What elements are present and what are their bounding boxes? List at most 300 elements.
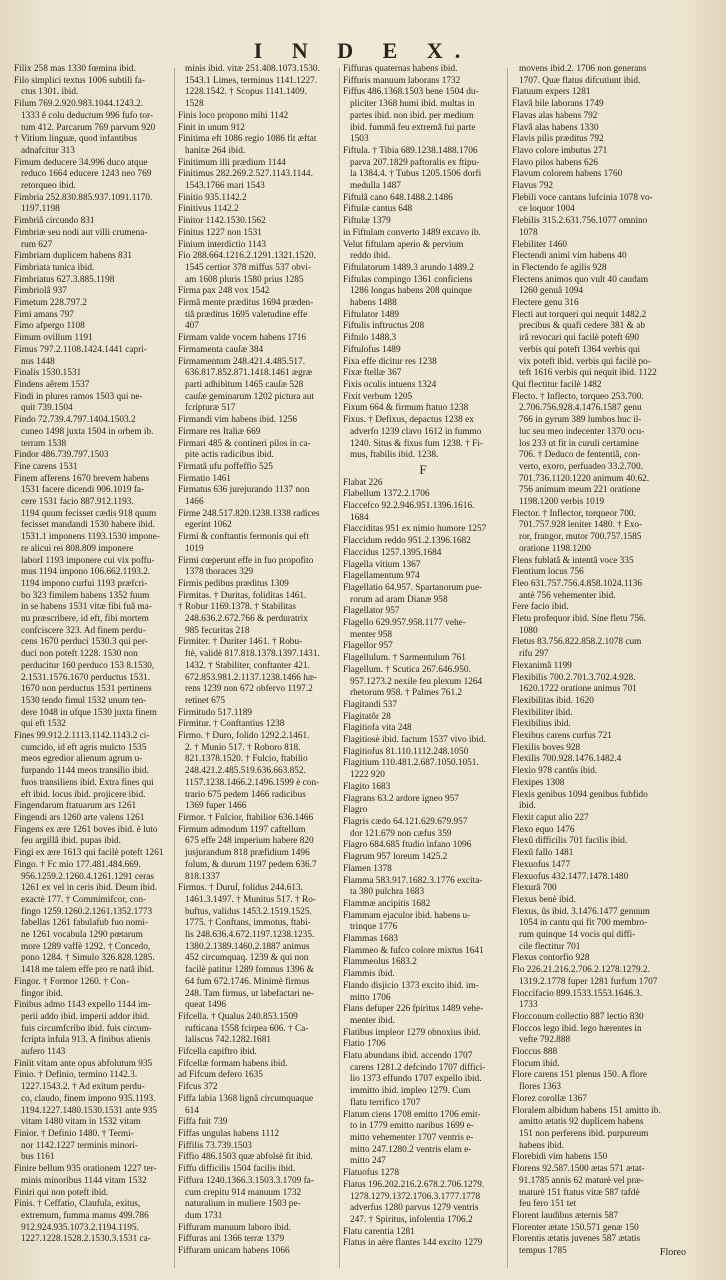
index-line: Flagitandi 537 bbox=[343, 699, 397, 710]
index-line: 151 non perferens ibid. purpureum bbox=[519, 1128, 649, 1139]
index-line: Fine carens 1531 bbox=[14, 461, 78, 472]
index-line: 675 effe 248 imperium habere 820 bbox=[185, 836, 314, 847]
index-line: Firma pax 248 vox 1542 bbox=[178, 286, 270, 297]
index-line: 1157.1238.1466.2.1496.1599 è con- bbox=[185, 777, 320, 788]
index-line: Finitimus 282.269.2.527.1143.1144. bbox=[178, 169, 313, 180]
index-column-1 bbox=[14, 64, 170, 1279]
index-line: Flatus in aëre flantes 144 excito 1279 bbox=[343, 1238, 483, 1249]
index-line: Fifcus 372 bbox=[178, 1082, 218, 1093]
index-line: immitto ibid. impleo 1279. Cum bbox=[350, 1086, 471, 1097]
index-line: Finitimum illi prædium 1144 bbox=[178, 157, 286, 168]
index-line: 1531 facere dicendi 906.1019 fa- bbox=[21, 485, 145, 496]
index-line: tempus 1785 bbox=[519, 1246, 567, 1257]
index-line: Flacciditas 951 ex nimio humore 1257 bbox=[343, 524, 487, 535]
index-column-3 bbox=[343, 64, 503, 1279]
index-line: la 1384.4. † Tubus 1205.1506 dorfi bbox=[350, 169, 482, 180]
index-line: Fimbria 252.830.885.937.1091.1170. bbox=[14, 192, 153, 203]
index-line: Finitivus 1142.2 bbox=[178, 204, 239, 215]
index-line: Flexurâ 700 bbox=[512, 883, 557, 894]
index-line: aufero 1143 bbox=[21, 1047, 66, 1058]
index-line: 1194.1227.1480.1530.1531 ante 935 bbox=[21, 1105, 157, 1116]
index-line: 1461.3.1497. † Munitus 517. † Ro- bbox=[185, 894, 316, 905]
index-line: Finalis 1530.1531 bbox=[14, 368, 82, 379]
index-line: Flecti aut torqueri qui nequit 1482.2 bbox=[512, 309, 647, 320]
index-line: Firmi & conftantis fermonis qui eft bbox=[178, 532, 309, 543]
index-line: Flexibilius ibid. bbox=[512, 719, 571, 730]
index-line: Flexus contorfio 928 bbox=[512, 953, 590, 964]
index-line: cumcido, id eft agris mulcto 1535 bbox=[21, 742, 147, 753]
index-line: Firmiter. † Duriter 1461. † Robu- bbox=[178, 637, 303, 648]
index-line: Florebidi vim habens 150 bbox=[512, 1152, 608, 1163]
index-line: Flexus, ûs ibid. 3.1476.1477 genuum bbox=[512, 906, 650, 917]
index-column-4 bbox=[512, 64, 682, 1279]
index-line: Flexilis 700.928.1476.1482.4 bbox=[512, 754, 622, 765]
index-line: 701.736.1120.1220 animum 40.62. bbox=[519, 473, 650, 484]
index-line: mitto 1706 bbox=[350, 992, 391, 1003]
index-line: Fimbriæ seu nodi aut villi crumena- bbox=[14, 227, 148, 238]
index-line: Fingens ex ære 1261 boves ibid. è luto bbox=[14, 824, 158, 835]
index-line: 1197.1198 bbox=[21, 204, 60, 215]
index-line: habens 1488 bbox=[350, 298, 397, 309]
index-line: Flexibiliter ibid. bbox=[512, 707, 573, 718]
index-line: Flo 226.21.216.2.706.2.1278.1279.2. bbox=[512, 965, 650, 976]
index-line: Flexû difficilis 701 facilis ibid. bbox=[512, 836, 628, 847]
index-line: Flore carens 151 plenus 150. A flore bbox=[512, 1070, 648, 1081]
index-line: hanitæ 264 ibid. bbox=[185, 145, 246, 156]
index-line: 1733 bbox=[519, 1000, 538, 1011]
index-line: 2.706.756.928.4.1476.1587 genu bbox=[519, 403, 642, 414]
index-line: Fere facio ibid. bbox=[512, 602, 569, 613]
index-line: 1707. Quæ flatus difcutiunt ibid. bbox=[519, 75, 641, 86]
index-line: cile flectitur 701 bbox=[519, 941, 581, 952]
index-line: Fifcella. † Qualus 240.853.1509 bbox=[178, 1011, 298, 1022]
index-line: 1228.1542. † Scopus 1141.1409. bbox=[185, 87, 307, 98]
index-line: quit 739.1504 bbox=[21, 403, 73, 414]
index-line: retinet 675 bbox=[185, 695, 226, 706]
index-line: 706. † Deduco de fententiâ, con- bbox=[519, 450, 641, 461]
index-line: Flatu abundans ibid. accendo 1707 bbox=[343, 1051, 473, 1062]
index-line: Fimbriolâ 937 bbox=[14, 286, 67, 297]
index-line: Flebili voce cantans lufcinia 1078 vo- bbox=[512, 192, 653, 203]
index-line: 1080 bbox=[519, 625, 538, 636]
index-line: 1543.1766 mari 1543 bbox=[185, 181, 265, 192]
index-line: Fiffuram manuum laboro ibid. bbox=[178, 1222, 291, 1233]
index-line: Flexilis boves 928 bbox=[512, 742, 581, 753]
index-line: Flectens animos quo vult 40 caudam bbox=[512, 274, 649, 285]
index-line: 985 fecuritas 218 bbox=[185, 625, 250, 636]
index-line: Flammis ibid. bbox=[343, 969, 395, 980]
index-line: in Flectendo fe agilis 928 bbox=[512, 262, 607, 273]
index-line: exactè 177. † Commimifcor, con- bbox=[21, 894, 147, 905]
index-line: Finit in unum 912 bbox=[178, 122, 245, 133]
index-line: Flagellamentum 974 bbox=[343, 571, 420, 582]
index-line: flores 1363 bbox=[519, 1082, 562, 1093]
index-line: pite actis radicibus ibid. bbox=[185, 450, 274, 461]
index-line: Fimbriam duplicem habens 831 bbox=[14, 251, 132, 262]
index-line: Fixit verbum 1205 bbox=[343, 391, 413, 402]
index-line: Flentium locus 756 bbox=[512, 567, 584, 578]
index-line: Flatu carentia 1281 bbox=[343, 1226, 415, 1237]
index-line: Fines 99.912.2.1113.1142.1143.2 ci- bbox=[14, 731, 150, 742]
index-line: Findens aêrem 1537 bbox=[14, 379, 90, 390]
index-line: Fifcella capiftro ibid. bbox=[178, 1047, 257, 1058]
index-line: adnafcitur 313 bbox=[21, 145, 75, 156]
index-line: Flammam ejaculor ibid. habens u- bbox=[343, 910, 471, 921]
index-line: Finitor 1142.1530.1562 bbox=[178, 216, 266, 227]
index-line: dor 121.679 non cæfus 359 bbox=[350, 828, 452, 839]
index-line: cere 1531 facio 887.912.1193. bbox=[21, 497, 134, 508]
index-line: ftè, validè 817.818.1378.1397.1431. bbox=[185, 649, 320, 660]
index-line: flatu terrifico 1707 bbox=[350, 1097, 421, 1108]
index-line: 1466 bbox=[185, 497, 204, 508]
index-line: 636.817.852.871.1418.1461 ægræ bbox=[185, 368, 313, 379]
index-line: 1543.1 Limes, terminus 1141.1227. bbox=[185, 75, 318, 86]
index-line: Flavâ alas habens 1330 bbox=[512, 122, 599, 133]
index-line: medulla 1487 bbox=[350, 181, 401, 192]
index-line: retorqueo ibid. bbox=[21, 181, 76, 192]
index-line: Flatum ciens 1708 emitto 1706 emit- bbox=[343, 1109, 481, 1120]
index-line: perii addo ibid. imperii addor ibid. bbox=[21, 1011, 150, 1022]
index-line: eft ibid. locus ibid. projicere ibid. bbox=[21, 789, 146, 800]
index-line: Fingo. † Fc mio 177.481.484.669. bbox=[14, 859, 141, 870]
index-line: Fiffa labia 1368 lignâ circumquaque bbox=[178, 1093, 314, 1104]
index-line: in Fiftulam converto 1489 excavo ib. bbox=[343, 227, 481, 238]
index-line: co, claudo, finem impono 935.1193. bbox=[21, 1093, 156, 1104]
index-line: 1278.1279.1372.1706.3.1777.1778 bbox=[350, 1191, 481, 1202]
index-line: cens 1670 perduci 1530.3 qui per- bbox=[21, 637, 148, 648]
index-line: Flexû fallo 1481 bbox=[512, 848, 574, 859]
index-line: duci non poteft 1228. 1530 non bbox=[21, 649, 138, 660]
index-line: ror, frangor, mutor 700.757.1585 bbox=[519, 532, 642, 543]
index-line: Fimi amans 797 bbox=[14, 309, 74, 320]
index-line: 1378 thoraces 329 bbox=[185, 567, 254, 578]
index-line: re alicui rei 808.809 imponere bbox=[21, 543, 134, 554]
index-line: 1531.1 imponens 1193.1530 impone- bbox=[21, 532, 160, 543]
index-line: 1380.2.1389.1460.2.1887 animus bbox=[185, 941, 310, 952]
index-line: 756 animum meum 221 oratione bbox=[519, 485, 641, 496]
index-line: 1369 fuper 1466 bbox=[185, 801, 247, 812]
index-line: 1054 in cantu qui fit 700 membro- bbox=[519, 918, 648, 929]
index-line: Fimbriatus 627.3.885.1198 bbox=[14, 274, 115, 285]
index-line: † Vitium linguæ, quod infantibus bbox=[14, 134, 137, 145]
index-line: Fifcellæ formam habens ibid. bbox=[178, 1058, 288, 1069]
index-line: Flamma 583.917.1682.3.1776 excita- bbox=[343, 875, 483, 886]
index-line: Flexit caput alio 227 bbox=[512, 813, 589, 823]
index-line: Flagitatôr 28 bbox=[343, 711, 391, 722]
index-line: Findi in plures ramos 1503 qui ne- bbox=[14, 391, 143, 402]
index-line: Firmari 485 & contineri pilos in ca- bbox=[178, 438, 311, 449]
index-line: luc seu meo indecenter 1370 ocu- bbox=[519, 426, 645, 437]
index-line: adverfo 1239 clavo 1612 in fummo bbox=[350, 426, 482, 437]
index-line: Findor 486.739.797.1503 bbox=[14, 450, 109, 461]
index-line: nu præscribere, id eft, fibi mortem bbox=[21, 614, 149, 625]
index-line: ce loquor 1004 bbox=[519, 204, 575, 215]
index-line: 956.1259.2.1260.4.1261.1291 ceras bbox=[21, 871, 154, 882]
index-line: Fixæ ftellæ 367 bbox=[343, 368, 402, 379]
index-line: 452 circumquaq. 1239 & qui non bbox=[185, 953, 309, 964]
index-line: verto, exoro, perfuadeo 33.2.700. bbox=[519, 461, 643, 472]
index-line: Florens 92.587.1500 ætas 571 ætat- bbox=[512, 1164, 645, 1175]
index-line: Flaccefco 92.2.946.951.1396.1616. bbox=[343, 501, 475, 512]
index-line: 1432. † Stabiliter, conftanter 421. bbox=[185, 660, 310, 671]
index-line: Fletus 83.756.822.858.2.1078 cum bbox=[512, 637, 642, 648]
index-line: 1240. Situs & fixus fum 1238. † Fi- bbox=[350, 438, 484, 449]
index-line: Fimetum 228.797.2 bbox=[14, 298, 88, 309]
index-line: Flexuofus 432.1477.1478.1480 bbox=[512, 871, 629, 882]
index-line: rens 1239 non 672 obfervo 1197.2 bbox=[185, 684, 313, 695]
index-line: Fiffilis 73.739.1503 bbox=[178, 1140, 252, 1151]
index-line: Flecto. † Inflecto, torqueo 253.700. bbox=[512, 391, 644, 402]
index-line: fuos transiliens ibid. Extra fines qui bbox=[21, 777, 154, 788]
index-line: Firmis pedibus præditus 1309 bbox=[178, 578, 289, 589]
index-line: Flagellulum. † Sarmentulum 761 bbox=[343, 653, 466, 664]
index-line: Flebiliter 1460 bbox=[512, 239, 568, 250]
column-rule bbox=[174, 68, 175, 1268]
index-line: Firmo. † Duro, folido 1292.2.1461. bbox=[178, 731, 310, 742]
index-line: furpando 1144 meos transilio ibid. bbox=[21, 766, 149, 777]
index-line: egerint 1062 bbox=[185, 520, 232, 531]
index-line: terram 1538 bbox=[21, 438, 67, 449]
index-line: Flavâ bile laborans 1749 bbox=[512, 99, 604, 110]
index-line: Firmum admodum 1197 caftellum bbox=[178, 824, 306, 835]
index-line: 64 fum 672.1746. Minimè firmus bbox=[185, 976, 310, 987]
index-line: 766 in gyrum 389 lumbos huc il- bbox=[519, 415, 642, 426]
index-line: Flavus 792 bbox=[512, 181, 554, 192]
index-line: rhetorum 958. † Palmes 761.2 bbox=[350, 688, 463, 699]
index-line: vix poteft ibid. verbis qui facilè po- bbox=[519, 356, 651, 367]
index-line: Firmamentum 248.421.4.485.517. bbox=[178, 356, 306, 367]
index-line: 1286 longas habens 208 quinque bbox=[350, 286, 472, 297]
index-line: ibid. fummâ feu extremâ fui parte bbox=[350, 122, 476, 133]
index-line: minis ibid. vitæ 251.408.1073.1530. bbox=[185, 64, 320, 74]
index-line: Flexis genibus 1094 genibus fubfido bbox=[512, 789, 648, 800]
index-line: Finio. † Definio, termino 1142.3. bbox=[14, 1070, 138, 1081]
index-line: reddo ibid. bbox=[350, 251, 391, 262]
index-line: Flexio 978 cantûs ibid. bbox=[512, 766, 598, 777]
index-line: Flexuofus 1477 bbox=[512, 859, 571, 870]
index-line: movens ibid.2. 1706 non generans bbox=[519, 64, 647, 74]
index-line: Flagito 1683 bbox=[343, 781, 391, 792]
index-line: am 1608 pluris 1580 prius 1285 bbox=[185, 274, 304, 285]
index-line: lio 1373 effundo 1707 expello ibid. bbox=[350, 1074, 482, 1085]
index-line: lis 248.636.4.672.1197.1238.1235. bbox=[185, 930, 315, 941]
index-line: oratione 1198.1200 bbox=[519, 543, 591, 554]
index-line: Fimum deducere 34.996 duco atque bbox=[14, 157, 148, 168]
index-line: to in 1779 emitto naribus 1699 e- bbox=[350, 1121, 474, 1132]
index-line: Finis. † Ceffatio, Claufula, exitus, bbox=[14, 1199, 141, 1210]
index-line: rorum ad aram Dianæ 958 bbox=[350, 594, 448, 605]
index-line: 1222 920 bbox=[350, 770, 385, 781]
index-line: fabellas 1261 fabulafub fuo nomi- bbox=[21, 918, 149, 929]
index-line: Flexo equo 1476 bbox=[512, 824, 575, 835]
index-line: Flabellum 1372.2.1706 bbox=[343, 489, 430, 500]
index-line: Fimus 797.2.1108.1424.1441 capri- bbox=[14, 344, 147, 355]
index-line: fcripta infula 913. A finibus alienis bbox=[21, 1035, 151, 1046]
index-line: mitto vehementer 1707 ventris e- bbox=[350, 1132, 474, 1143]
index-line: bo 323 fimilem habens 1352 fuum bbox=[21, 590, 150, 601]
index-line: Finiri qui non poteft ibid. bbox=[14, 1187, 109, 1198]
index-line: Floccos lego ibid. lego hærentes in bbox=[512, 1023, 642, 1034]
index-line: Firmatus 636 jurejurando 1137 non bbox=[178, 485, 310, 496]
index-line: folum, & durum 1197 pedem 636.7 bbox=[185, 859, 317, 870]
index-line: antè 756 vehementer ibid. bbox=[519, 590, 616, 601]
index-line: Flammeolus 1683.2 bbox=[343, 957, 417, 968]
index-line: Flexibilitas ibid. 1620 bbox=[512, 695, 594, 706]
index-line: parti adhibitum 1465 cauſæ 528 bbox=[185, 379, 304, 390]
index-line: mus, ftabilis ibid. 1238. bbox=[350, 450, 439, 461]
index-line: 821.1378.1520. † Fulcio, ftabilio bbox=[185, 754, 308, 765]
index-line: Flagrans 63.2 ardore igneo 957 bbox=[343, 793, 459, 804]
index-line: Fingi ex ære 1613 qui facilè poteft 1261 bbox=[14, 848, 164, 859]
index-line: Fimbriâ circundo 831 bbox=[14, 216, 95, 227]
index-line: Fiftulæ 1379 bbox=[343, 216, 391, 227]
index-line: 614 bbox=[185, 1105, 199, 1116]
index-line: Flagellatio 64.957. Spartanorum pue- bbox=[343, 582, 483, 593]
index-line: ad Fifcum defero 1635 bbox=[178, 1070, 263, 1081]
index-line: Flexanimâ 1199 bbox=[512, 660, 572, 671]
index-line: jusjurandum 818 præfidium 1496 bbox=[185, 848, 310, 859]
index-line: Fixum 664 & firmum ftatuo 1238 bbox=[343, 403, 469, 414]
index-line: Finibus admo 1143 expello 1144 im- bbox=[14, 1000, 151, 1011]
index-line: 672.853.981.2.1137.1238.1466 hæ- bbox=[185, 672, 318, 683]
index-line: fcripturæ 517 bbox=[185, 403, 236, 414]
index-line: Findo 72.739.4.797.1404.1503.2 bbox=[14, 415, 136, 426]
index-line: ctus 1301. ibid. bbox=[21, 87, 79, 98]
index-line: Finior. † Definio 1480. † Termi- bbox=[14, 1128, 134, 1139]
index-line: Flexipes 1308 bbox=[512, 777, 565, 788]
index-line: Finitus 1227 non 1531 bbox=[178, 227, 262, 238]
index-line: amitto ætatis 92 duplicem habens bbox=[519, 1117, 644, 1128]
index-line: Finire bellum 935 orationem 1227 ter- bbox=[14, 1164, 157, 1175]
index-line: confciscere 323. Ad finem perdu- bbox=[21, 625, 146, 636]
index-line: dum 1731 bbox=[185, 1210, 223, 1221]
index-line: Fingendi ars 1260 arte valens 1261 bbox=[14, 813, 145, 823]
index-line: fingo 1259.1260.2.1261.1352.1773 bbox=[21, 906, 153, 917]
index-line: Flens fublatâ & intentâ voce 335 bbox=[512, 555, 634, 566]
index-line: Fimum ovillum 1191 bbox=[14, 333, 93, 344]
index-line: buftus, validus 1453.2.1519.1525. bbox=[185, 906, 312, 917]
index-line: Fixis oculis intuens 1324 bbox=[343, 379, 437, 390]
index-line: cauſæ geminarum 1202 pictura aut bbox=[185, 391, 315, 402]
index-line: Finitima eft 1086 regio 1086 fit æftat bbox=[178, 134, 317, 145]
index-line: Filo simplici textus 1006 subtili fa- bbox=[14, 75, 145, 86]
index-line: Flagitiofa vita 248 bbox=[343, 723, 412, 734]
index-line: Firmamenta cauſæ 384 bbox=[178, 344, 264, 355]
index-line: Flagella vitium 1367 bbox=[343, 559, 421, 570]
index-line: 1503 bbox=[350, 134, 369, 145]
index-line: Flector. † Inflector, torqueor 700. bbox=[512, 508, 636, 519]
index-line: fuis circumfcribo ibid. fuis circum- bbox=[21, 1023, 152, 1034]
section-letter: F bbox=[419, 463, 427, 476]
index-column-2 bbox=[178, 64, 334, 1279]
index-line: 912.924.935.1073.2.1194.1195. bbox=[21, 1222, 139, 1233]
index-line: Fiffuras ani 1366 terræ 1379 bbox=[178, 1234, 285, 1245]
index-line: Fiffuram unicam habens 1066 bbox=[178, 1246, 290, 1257]
index-line: Flatuum expers 1281 bbox=[512, 87, 591, 98]
index-line: 1194 impono curfui 1193 præfcri- bbox=[21, 578, 148, 589]
index-line: Flammæ ancipitis 1682 bbox=[343, 898, 431, 909]
index-line: Flaccidum reddo 951.2.1396.1682 bbox=[343, 536, 471, 547]
index-line: Florenter ætate 150.571 genæ 150 bbox=[512, 1222, 639, 1233]
index-line: mus 1194 impono 106.662.1193.2. bbox=[21, 567, 151, 578]
index-line: cuneo 1498 juxta 1504 in orbem ib. bbox=[21, 426, 154, 437]
index-line: Flatuofus 1278 bbox=[343, 1168, 400, 1179]
index-line: maturè 151 ftatus vitæ 587 tafdè bbox=[519, 1187, 640, 1198]
index-line: Firmare res Italiæ 669 bbox=[178, 426, 261, 437]
index-line: rum 627 bbox=[21, 239, 53, 250]
index-line: Flexibus carens curfus 721 bbox=[512, 731, 612, 742]
index-line: Finitio 935.1142.2 bbox=[178, 192, 247, 203]
index-line: dere 1048 in ufque 1530 juxta finem bbox=[21, 707, 157, 718]
index-line: nus 1448 bbox=[21, 356, 55, 367]
index-line: Fiffura 1240.1366.3.1503.3.1709 fa- bbox=[178, 1175, 314, 1186]
index-line: Firmatio 1461 bbox=[178, 473, 231, 484]
index-line: 248. Tam firmus, ut labefactari ne- bbox=[185, 988, 315, 999]
index-line: mitto 247.1280.2 ventris elam e- bbox=[350, 1144, 472, 1155]
index-line: rufticana 1558 fcirpea 606. † Ca- bbox=[185, 1023, 309, 1034]
index-line: naturalium in muliere 1503 pe- bbox=[185, 1199, 301, 1210]
index-line: 407 bbox=[185, 321, 199, 332]
index-line: 1530 tendo fimul 1532 unum ten- bbox=[21, 695, 147, 706]
column-rule bbox=[339, 68, 340, 1268]
index-line: in se habens 1531 vitæ fibi fuâ ma- bbox=[21, 602, 152, 613]
index-line: 1227.1543.2. † Ad exitum perdu- bbox=[21, 1082, 145, 1093]
index-line: † Robur 1169.1378. † Stabilitas bbox=[178, 602, 296, 613]
index-line: 91.1785 annis 62 maturè vel præ- bbox=[519, 1175, 644, 1186]
index-line: Flagello 629.957.958.1177 vehe- bbox=[343, 618, 466, 629]
index-line: Fixa effe dicitur res 1238 bbox=[343, 356, 437, 367]
index-line: Flocconum collectio 887 lectio 830 bbox=[512, 1011, 644, 1022]
index-line: 248.421.2.485.519.636.663.852. bbox=[185, 766, 306, 777]
index-line: Firmitudo 517.1189 bbox=[178, 707, 253, 718]
index-line: Flagellator 957 bbox=[343, 606, 400, 617]
page-title: I N D E X. bbox=[253, 38, 473, 63]
index-line: Floralem albidum habens 151 amitto ib. bbox=[512, 1105, 661, 1116]
index-line: 247. † Spiritus, infolentia 1706.2 bbox=[350, 1214, 473, 1225]
index-line: precibus & quafi cedere 381 & ab bbox=[519, 321, 645, 332]
index-line: Fiftulator 1489 bbox=[343, 309, 400, 320]
index-line: 1775. † Conftans, immotus, ftabi- bbox=[185, 918, 311, 929]
index-line: Floccifacio 899.1533.1553.1646.3. bbox=[512, 988, 643, 999]
index-line: 1333 ê colu deductum 996 fufo tor- bbox=[21, 110, 154, 121]
index-line: 1418 me talem effe pro re natâ ibid. bbox=[21, 965, 155, 976]
index-line: cum crepitu 914 manuum 1732 bbox=[185, 1187, 302, 1198]
index-line: 1227.1228.1528.2.1530.3.1531 ca- bbox=[21, 1234, 151, 1245]
index-line: Flatio 1706 bbox=[343, 1039, 386, 1050]
index-line: mitto 247 bbox=[350, 1156, 386, 1167]
index-line: 1684 bbox=[350, 512, 369, 523]
index-line: rifu 297 bbox=[519, 649, 549, 660]
index-line: 1545 certior 378 miffus 537 obvi- bbox=[185, 262, 312, 273]
index-line: Firmus. † Duruſ, folidus 244.613. bbox=[178, 883, 303, 894]
index-line: Flavum colorem habens 1760 bbox=[512, 169, 623, 180]
index-line: Flatus 196.202.216.2.678.2.706.1279. bbox=[343, 1179, 485, 1190]
index-line: 1620.1722 oratione animus 701 bbox=[519, 684, 637, 695]
index-line: 1260 genuâ 1094 bbox=[519, 286, 584, 297]
index-line: minis minoribus 1144 vitam 1532 bbox=[21, 1175, 147, 1186]
index-line: los 233 ut fit in curuli certamine bbox=[519, 438, 639, 449]
index-line: Florentis ætatis juvenes 587 ætatis bbox=[512, 1234, 641, 1245]
index-line: 2. † Munio 517. † Roboro 818. bbox=[185, 742, 301, 753]
index-line: partes ibid. non ibid. per medium bbox=[350, 110, 474, 121]
index-line: Flebilis 315.2.631.756.1077 omnino bbox=[512, 216, 648, 227]
index-line: Flabat 226 bbox=[343, 477, 383, 488]
index-line: laborI 1193 imponere cui vix poffu- bbox=[21, 555, 155, 566]
index-line: Firme 248.517.820.1238.1338 radices bbox=[178, 508, 320, 519]
index-line: extremum, fumma manus 499.786 bbox=[21, 1210, 149, 1221]
index-line: bus 1161 bbox=[21, 1152, 55, 1163]
index-line: 1078 bbox=[519, 227, 538, 238]
